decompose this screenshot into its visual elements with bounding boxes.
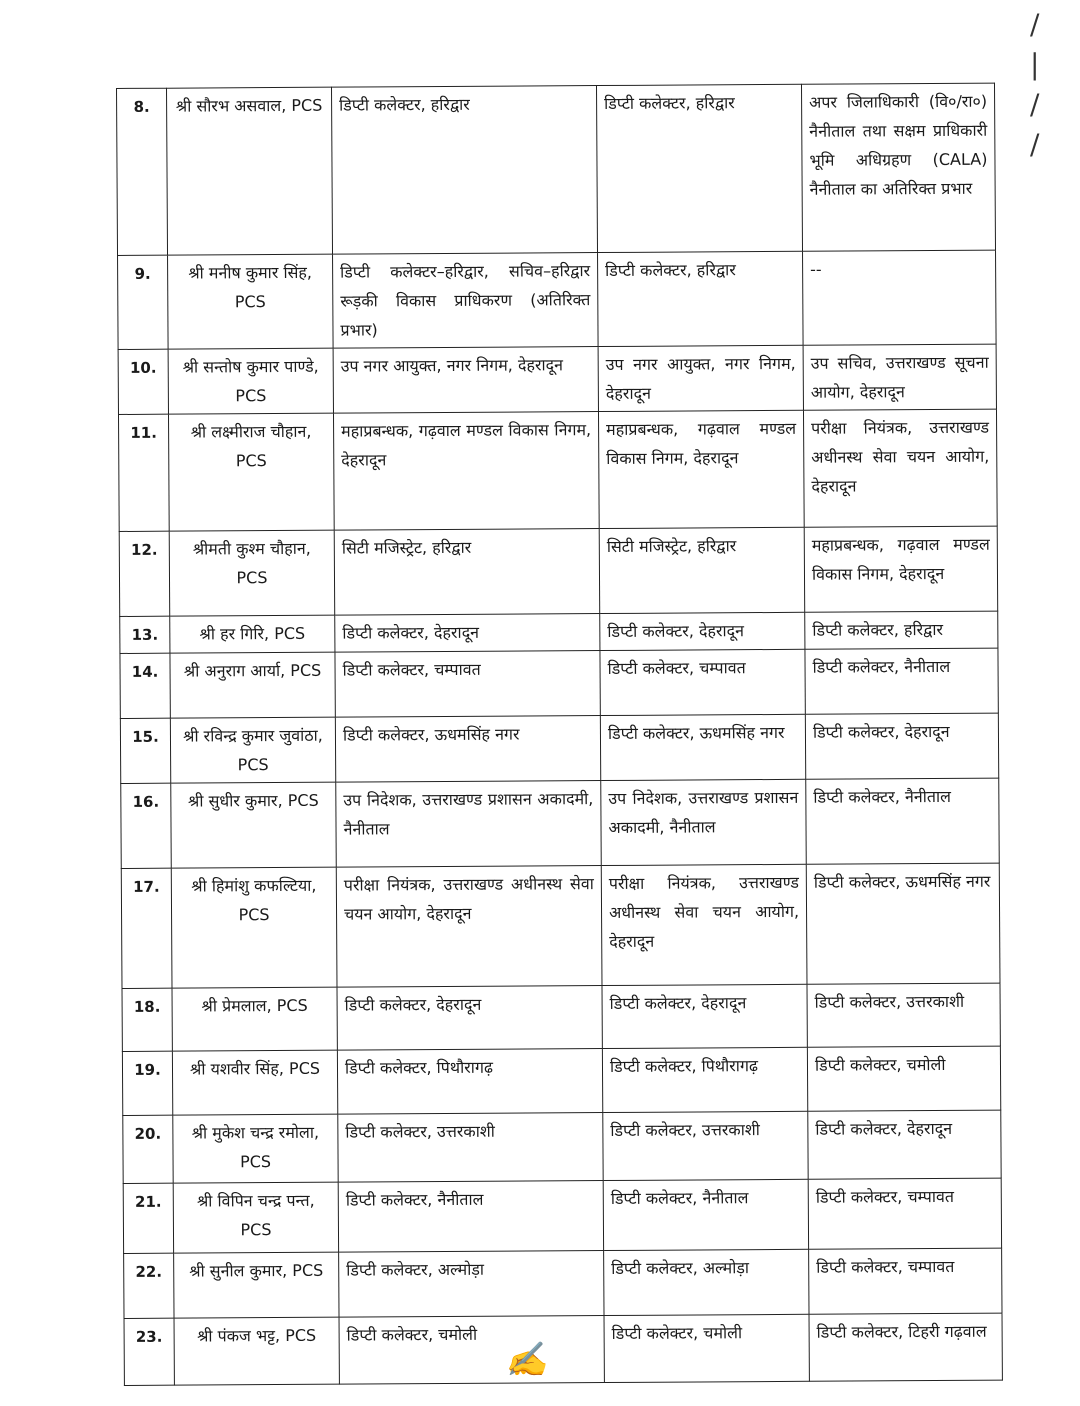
table-row	[122, 983, 1000, 1051]
current-posting: डिप्टी कलेक्टर, अल्मोड़ा	[339, 1251, 604, 1318]
new-posting: महाप्रबन्धक, गढ़वाल मण्डल विकास निगम, देहरादून	[804, 526, 998, 612]
new-posting: डिप्टी कलेक्टर, नैनीताल	[806, 778, 1000, 864]
serial-number: 20.	[123, 1115, 173, 1183]
posting-column-3: डिप्टी कलेक्टर, ऊधमसिंह नगर	[600, 714, 805, 780]
posting-column-3: डिप्टी कलेक्टर, देहरादून	[600, 612, 805, 650]
current-posting: डिप्टी कलेक्टर–हरिद्वार, सचिव–हरिद्वार रूड़की विकास प्राधिकरण (अतिरिक्त प्रभार)	[333, 253, 599, 349]
posting-column-3: डिप्टी कलेक्टर, हरिद्वार	[598, 251, 804, 346]
table-row	[124, 1248, 1002, 1318]
new-posting: डिप्टी कलेक्टर, देहरादून	[808, 1110, 1001, 1179]
serial-number: 11.	[118, 414, 169, 531]
officer-name: श्री सुधीर कुमार, PCS	[171, 782, 337, 868]
table-row	[118, 409, 997, 531]
posting-column-3: डिप्टी कलेक्टर, पिथौरागढ़	[602, 1047, 807, 1112]
table-row	[118, 250, 997, 349]
serial-number: 23.	[124, 1318, 174, 1385]
current-posting: परीक्षा नियंत्रक, उत्तराखण्ड अधीनस्थ सेवा चयन आयोग, देहरादून	[336, 866, 602, 988]
new-posting: --	[803, 250, 997, 345]
current-posting: डिप्टी कलेक्टर, उत्तरकाशी	[338, 1113, 603, 1183]
serial-number: 10.	[118, 349, 168, 414]
posting-column-3: परीक्षा नियंत्रक, उत्तराखण्ड अधीनस्थ सेवा चयन आयोग, देहरादून	[601, 864, 807, 985]
officer-name: श्री पंकज भट्ट, PCS	[174, 1317, 339, 1385]
current-posting: डिप्टी कलेक्टर, देहरादून	[335, 614, 600, 653]
current-posting: डिप्टी कलेक्टर, चम्पावत	[335, 651, 600, 718]
posting-column-3: डिप्टी कलेक्टर, चमोली	[604, 1314, 809, 1382]
current-posting: महाप्रबन्धक, गढ़वाल मण्डल विकास निगम, देहरादून	[333, 412, 599, 531]
transfer-table	[116, 83, 1003, 1386]
officer-name: श्री अनुराग आर्या, PCS	[170, 652, 335, 718]
officer-name: श्री हिमांशु कफल्टिया, PCS	[171, 867, 337, 988]
new-posting: डिप्टी कलेक्टर, देहरादून	[805, 713, 998, 779]
serial-number: 14.	[120, 653, 170, 718]
new-posting: डिप्टी कलेक्टर, टिहरी गढ़वाल	[809, 1313, 1002, 1381]
table-row	[117, 83, 996, 255]
current-posting: उप निदेशक, उत्तराखण्ड प्रशासन अकादमी, नैनीताल	[336, 781, 602, 868]
new-posting: डिप्टी कलेक्टर, चमोली	[807, 1046, 1000, 1111]
posting-column-3: डिप्टी कलेक्टर, नैनीताल	[603, 1179, 808, 1250]
posting-column-3: डिप्टी कलेक्टर, उत्तरकाशी	[603, 1111, 808, 1180]
table-row	[123, 1110, 1001, 1183]
posting-column-3: सिटी मजिस्ट्रेट, हरिद्वार	[599, 527, 805, 613]
officer-name: श्री यशवीर सिंह, PCS	[172, 1050, 337, 1115]
serial-number: 22.	[124, 1253, 174, 1318]
new-posting: परीक्षा नियंत्रक, उत्तराखण्ड अधीनस्थ सेवा चयन आयोग, देहरादून	[803, 409, 997, 527]
serial-number: 21.	[123, 1183, 173, 1253]
serial-number: 17.	[121, 868, 172, 988]
serial-number: 9.	[118, 255, 169, 349]
serial-number: 16.	[121, 783, 172, 868]
officer-name: श्री लक्ष्मीराज चौहान, PCS	[168, 413, 334, 531]
current-posting: डिप्टी कलेक्टर, ऊधमसिंह नगर	[335, 716, 600, 783]
posting-column-3: उप निदेशक, उत्तराखण्ड प्रशासन अकादमी, नैनीताल	[601, 779, 807, 865]
officer-name: श्री मुकेश चन्द्र रमोला, PCS	[173, 1114, 338, 1183]
posting-column-3: महाप्रबन्धक, गढ़वाल मण्डल विकास निगम, देहरादून	[598, 410, 804, 528]
officer-name: श्री मनीष कुमार सिंह, PCS	[168, 254, 334, 349]
current-posting: डिप्टी कलेक्टर, नैनीताल	[338, 1181, 603, 1253]
new-posting: डिप्टी कलेक्टर, चम्पावत	[808, 1178, 1001, 1249]
officer-name: श्री सन्तोष कुमार पाण्डे, PCS	[168, 348, 333, 414]
officer-name: श्री हर गिरि, PCS	[170, 615, 335, 653]
serial-number: 8.	[117, 88, 168, 255]
new-posting: डिप्टी कलेक्टर, उत्तरकाशी	[807, 983, 1000, 1047]
new-posting: डिप्टी कलेक्टर, हरिद्वार	[805, 611, 998, 649]
current-posting: डिप्टी कलेक्टर, देहरादून	[337, 986, 602, 1051]
table-row	[122, 1046, 1000, 1115]
serial-number: 15.	[120, 718, 170, 783]
posting-column-3: डिप्टी कलेक्टर, हरिद्वार	[596, 84, 802, 252]
current-posting: सिटी मजिस्ट्रेट, हरिद्वार	[334, 529, 600, 616]
new-posting: उप सचिव, उत्तराखण्ड सूचना आयोग, देहरादून	[803, 344, 996, 410]
posting-column-3: डिप्टी कलेक्टर, देहरादून	[602, 984, 807, 1048]
serial-number: 12.	[119, 531, 170, 616]
officer-name: श्री विपिन चन्द्र पन्त, PCS	[173, 1182, 338, 1253]
table-row	[118, 344, 996, 414]
officer-name: श्री रविन्द्र कुमार जुवांठा, PCS	[170, 717, 335, 783]
table-row	[120, 611, 998, 653]
posting-column-3: डिप्टी कलेक्टर, चम्पावत	[600, 649, 805, 715]
new-posting: डिप्टी कलेक्टर, नैनीताल	[805, 648, 998, 714]
officer-name: श्रीमती कुश्म चौहान, PCS	[169, 530, 335, 616]
table-row	[121, 778, 1000, 868]
table-row	[124, 1313, 1002, 1385]
serial-number: 18.	[122, 988, 172, 1051]
new-posting: डिप्टी कलेक्टर, ऊधमसिंह नगर	[806, 863, 1000, 984]
posting-column-3: डिप्टी कलेक्टर, अल्मोड़ा	[604, 1249, 809, 1315]
current-posting: डिप्टी कलेक्टर, चमोली	[339, 1316, 604, 1385]
serial-number: 13.	[120, 616, 170, 653]
officer-name: श्री प्रेमलाल, PCS	[172, 987, 337, 1051]
current-posting: डिप्टी कलेक्टर, पिथौरागढ़	[337, 1049, 602, 1115]
officer-name: श्री सौरभ असवाल, PCS	[167, 87, 333, 255]
signature-initial: ✍	[505, 1340, 548, 1380]
table-row	[121, 863, 1000, 988]
table-row	[119, 526, 998, 616]
serial-number: 19.	[122, 1051, 172, 1115]
new-posting: डिप्टी कलेक्टर, चम्पावत	[809, 1248, 1002, 1314]
table-row	[120, 713, 998, 783]
new-posting: अपर जिलाधिकारी (वि०/रा०) नैनीताल तथा सक्षम प्राधिकारी भूमि अधिग्रहण (CALA) नैनीताल का अतिरिक्त प्रभार	[801, 83, 995, 251]
posting-column-3: उप नगर आयुक्त, नगर निगम, देहरादून	[598, 345, 803, 411]
page-edge-scribble: / | / /	[1030, 8, 1040, 161]
current-posting: डिप्टी कलेक्टर, हरिद्वार	[331, 86, 597, 255]
table-row	[120, 648, 998, 718]
table-row	[123, 1178, 1001, 1253]
current-posting: उप नगर आयुक्त, नगर निगम, देहरादून	[333, 347, 598, 414]
officer-name: श्री सुनील कुमार, PCS	[174, 1252, 339, 1318]
